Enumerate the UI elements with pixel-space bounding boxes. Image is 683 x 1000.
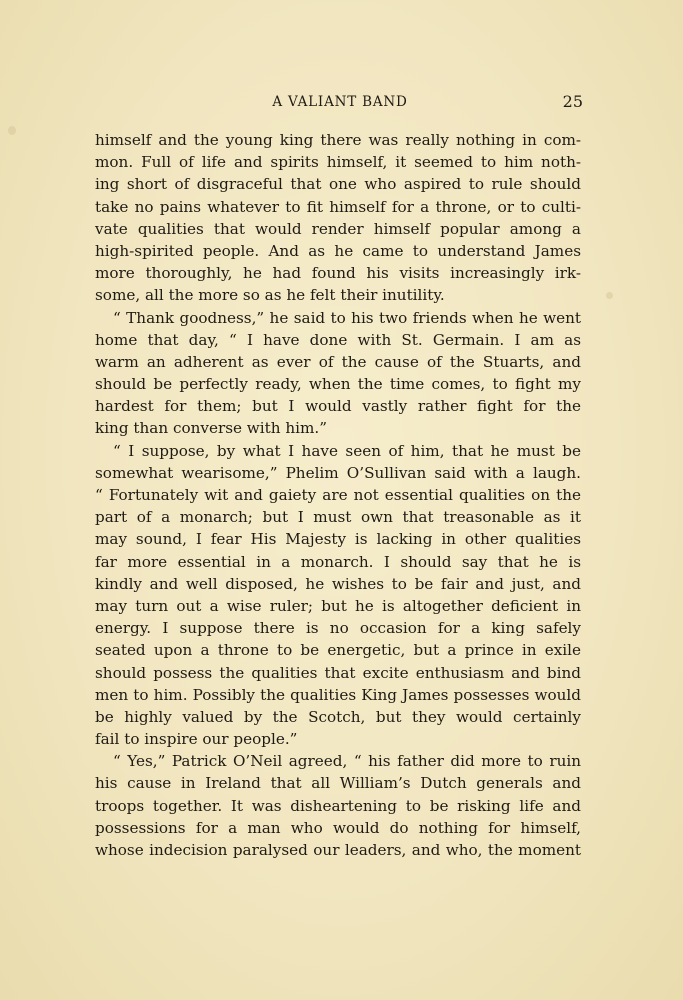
text-line: may sound, I fear His Majesty is lacking in other qualities: [95, 530, 581, 549]
text-line: “ Yes,” Patrick O’Neil agreed, “ his father did more to ruin: [113, 752, 581, 771]
text-line: warm an adherent as ever of the cause of the Stuarts, and: [95, 352, 581, 371]
text-line: his cause in Ireland that all William’s Dutch generals and: [95, 774, 581, 793]
text-line: ing short of disgraceful that one who aspired to rule should: [95, 175, 581, 194]
page-number: 25: [562, 92, 583, 111]
text-line: mon. Full of life and spirits himself, it seemed to him noth-: [95, 153, 581, 172]
text-line: whose indecision paralysed our leaders, and who, the moment: [95, 841, 581, 859]
text-line: troops together. It was disheartening to be risking life and: [95, 796, 581, 815]
page-spot: [8, 126, 16, 135]
running-title: A VALIANT BAND: [272, 94, 408, 110]
body-text: [95, 129, 581, 861]
text-line: home that day, “ I have done with St. Germain. I am as: [95, 330, 581, 349]
text-line: high-spirited people. And as he came to understand James: [95, 241, 581, 260]
text-line: take no pains whatever to fit himself for a throne, or to culti-: [95, 197, 581, 216]
text-line: be highly valued by the Scotch, but they would certainly: [95, 707, 581, 726]
text-line: should be perfectly ready, when the time comes, to fight my: [95, 375, 581, 394]
text-line: seated upon a throne to be energetic, but a prince in exile: [95, 641, 581, 660]
running-head: [95, 92, 585, 112]
text-line: some, all the more so as he felt their inutility.: [95, 286, 445, 305]
text-line: king than converse with him.”: [95, 419, 328, 438]
text-line: “ Thank goodness,” he said to his two friends when he went: [113, 308, 581, 327]
page-spot: [606, 292, 613, 299]
text-line: far more essential in a monarch. I should say that he is: [95, 552, 581, 571]
text-line: more thoroughly, he had found his visits increasingly irk-: [95, 264, 581, 283]
text-line: possessions for a man who would do nothing for himself,: [95, 818, 581, 837]
text-line: himself and the young king there was really nothing in com-: [95, 131, 581, 149]
text-line: hardest for them; but I would vastly rather fight for the: [95, 397, 581, 416]
text-line: may turn out a wise ruler; but he is altogether deficient in: [95, 596, 581, 615]
text-line: energy. I suppose there is no occasion for a king safely: [95, 619, 581, 638]
text-line: men to him. Possibly the qualities King James possesses would: [95, 685, 581, 704]
text-line: should possess the qualities that excite enthusiasm and bind: [95, 663, 581, 682]
text-line: kindly and well disposed, he wishes to be fair and just, and: [95, 574, 581, 593]
text-line: “ Fortunately wit and gaiety are not essential qualities on the: [95, 486, 581, 504]
text-line: “ I suppose, by what I have seen of him, that he must be: [113, 441, 581, 460]
text-line: fail to inspire our people.”: [95, 730, 298, 749]
text-line: part of a monarch; but I must own that treasonable as it: [95, 508, 581, 527]
text-line: vate qualities that would render himself popular among a: [95, 219, 581, 238]
text-line: somewhat wearisome,” Phelim O’Sullivan said with a laugh.: [95, 463, 581, 482]
